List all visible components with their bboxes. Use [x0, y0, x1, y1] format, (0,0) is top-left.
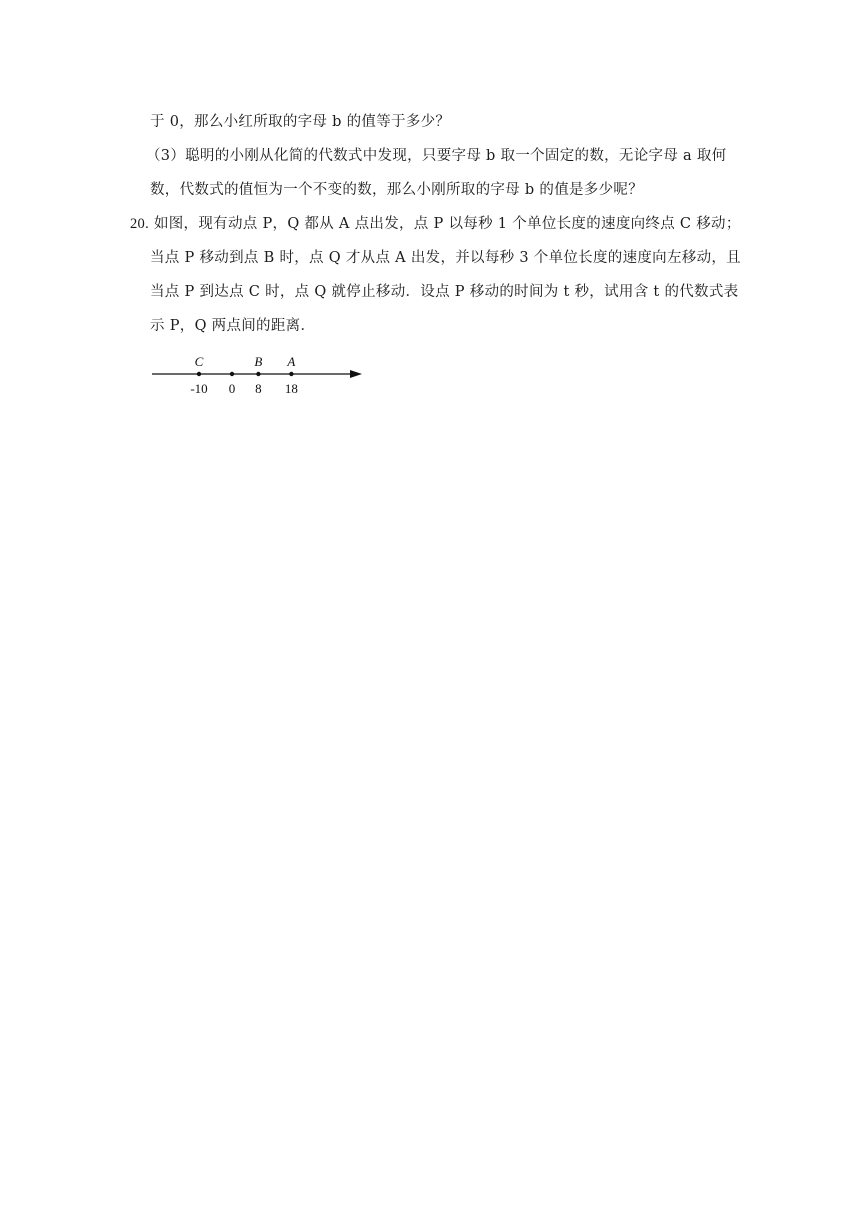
number-line-point-a: [289, 372, 293, 376]
q20-number: 20.: [130, 216, 150, 232]
number-line-point-label: B: [254, 354, 263, 369]
q20-line-1: [130, 214, 741, 234]
q20-line-3: [150, 282, 738, 302]
q19-part3-line-1: [146, 146, 727, 166]
number-line-point-origin: [230, 372, 234, 376]
number-line-point-b: [256, 372, 260, 376]
number-line-point-c: [197, 372, 201, 376]
number-line-point-label: C: [194, 354, 204, 369]
q19-part3-line-1-text: （3）聪明的小刚从化简的代数式中发现，只要字母 b 取一个固定的数，无论字母 a 取何: [146, 148, 727, 164]
q20-line-1-text: 如图，现有动点 P，Q 都从 A 点出发，点 P 以每秒 1 个单位长度的速度向终点 C 移动；: [153, 216, 741, 232]
number-line-tick-label: 0: [228, 381, 236, 396]
number-line-point-label: A: [287, 354, 296, 369]
q19-line-1-text: 于 0，那么小红所取的字母 b 的值等于多少？: [150, 114, 451, 130]
q20-line-2-text: 当点 P 移动到点 B 时，点 Q 才从点 A 出发，并以每秒 3 个单位长度的速度向左移动，且: [150, 250, 741, 266]
q19-line-1: [150, 112, 450, 132]
q20-line-4: [150, 316, 315, 336]
q19-part3-line-2: [150, 180, 643, 200]
q20-line-4-text: 示 P，Q 两点间的距离．: [150, 318, 316, 334]
q20-line-3-text: 当点 P 到达点 C 时，点 Q 就停止移动．设点 P 移动的时间为 t 秒，试用含 t 的代数式表: [150, 284, 739, 300]
number-line-figure: [148, 350, 368, 400]
number-line-arrowhead: [350, 370, 362, 378]
number-line-tick-label: 18: [284, 381, 298, 396]
number-line-tick-label: -10: [190, 381, 208, 396]
q19-part3-line-2-text: 数，代数式的值恒为一个不变的数，那么小刚所取的字母 b 的值是多少呢？: [150, 182, 643, 198]
q20-line-2: [150, 248, 741, 268]
number-line-tick-label: 8: [255, 381, 262, 396]
